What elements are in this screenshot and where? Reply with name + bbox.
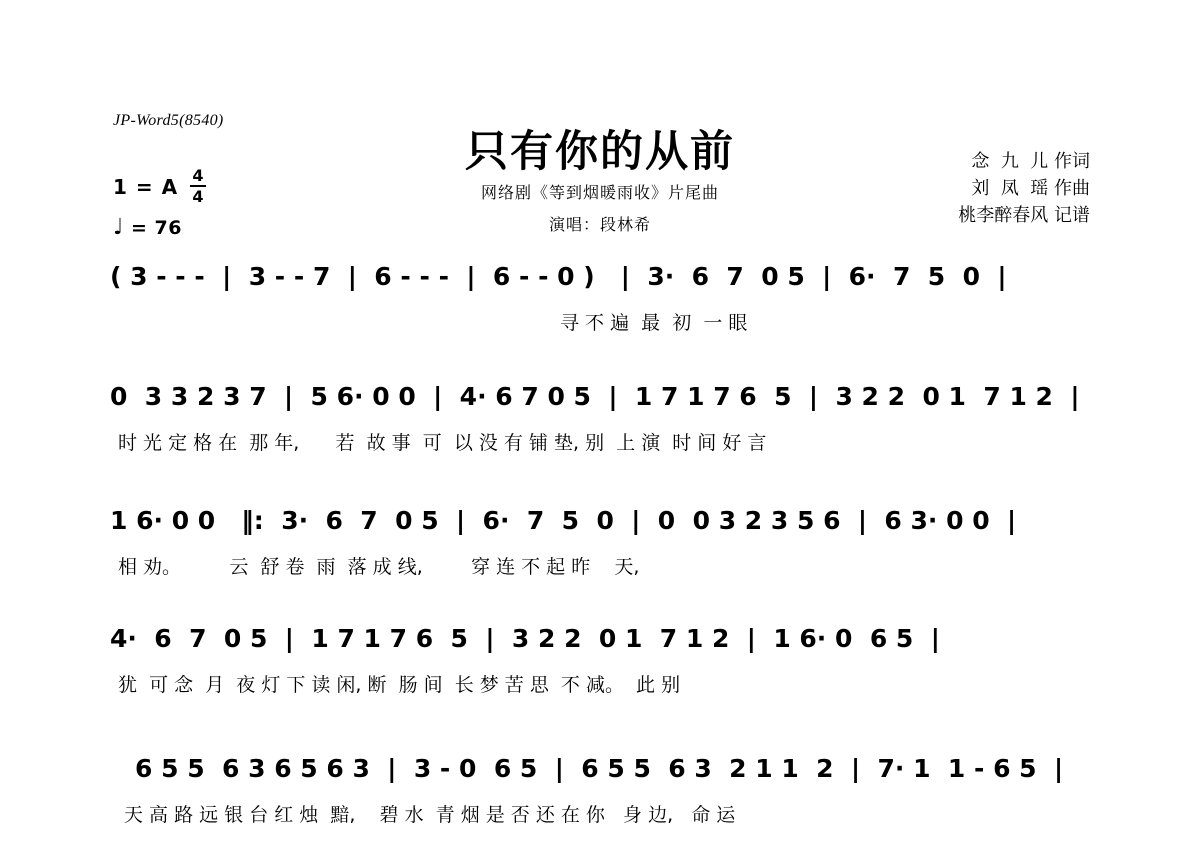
key-signature: 1 = A (113, 175, 179, 199)
notes-row-1: ( 3 - - - | 3 - - 7 | 6 - - - | 6 - - 0 ) | 3· 6 7 0 5 | 6· 7 5 0 | (110, 262, 1007, 291)
tempo-value: = 76 (131, 217, 182, 239)
singer-line: 演唱：段林希 (548, 215, 651, 234)
notes-row-2: 0 3 3 2 3 7 | 5 6· 0 0 | 4· 6 7 0 5 | 1 7 1 7 6 5 | 3 2 2 0 1 7 1 2 | (110, 382, 1080, 411)
lyrics-row-5: 天 高 路 远 银 台 红 烛 黯, 碧 水 青 烟 是 否 还 在 你 身 边, 命 运 (124, 804, 736, 826)
lyrics-row-2: 时 光 定 格 在 那 年, 若 故 事 可 以 没 有 铺 垫, 别 上 演 时 间 好 言 (118, 432, 767, 454)
notes-row-3: 1 6· 0 0 ‖: 3· 6 7 0 5 | 6· 7 5 0 | 0 0 3 2 3 5 6 | 6 3· 0 0 | (110, 506, 1017, 535)
notes-row-5: 6 5 5 6 3 6 5 6 3 | 3 - 0 6 5 | 6 5 5 6 3 2 1 1 2 | 7· 1 1 - 6 5 | (135, 754, 1064, 783)
credits-block (958, 148, 1090, 229)
quarter-note-icon: ♩ (113, 215, 124, 240)
page-title: 只有你的从前 (465, 127, 735, 177)
credit-transcriber: 桃李醉春风 记谱 (958, 205, 1090, 226)
lyrics-row-1: 寻 不 遍 最 初 一 眼 (560, 312, 748, 334)
document-code: JP-Word5(8540) (113, 112, 224, 129)
subtitle: 网络剧《等到烟暖雨收》片尾曲 (480, 183, 719, 202)
lyrics-row-3: 相 劝。 云 舒 卷 雨 落 成 线, 穿 连 不 起 昨 天, (118, 556, 640, 578)
credit-lyricist: 念 九 儿 作词 (971, 151, 1090, 172)
time-signature (190, 168, 206, 204)
meter-numerator: 4 (192, 166, 204, 185)
credit-composer: 刘 凤 瑶 作曲 (971, 178, 1090, 199)
meter-denominator: 4 (192, 186, 204, 206)
notes-row-4: 4· 6 7 0 5 | 1 7 1 7 6 5 | 3 2 2 0 1 7 1 2 | 1 6· 0 6 5 | (110, 624, 940, 653)
lyrics-row-4: 犹 可 念 月 夜 灯 下 读 闲, 断 肠 间 长 梦 苦 思 不 减。 此 别 (118, 674, 681, 696)
tempo-marking (113, 215, 182, 240)
